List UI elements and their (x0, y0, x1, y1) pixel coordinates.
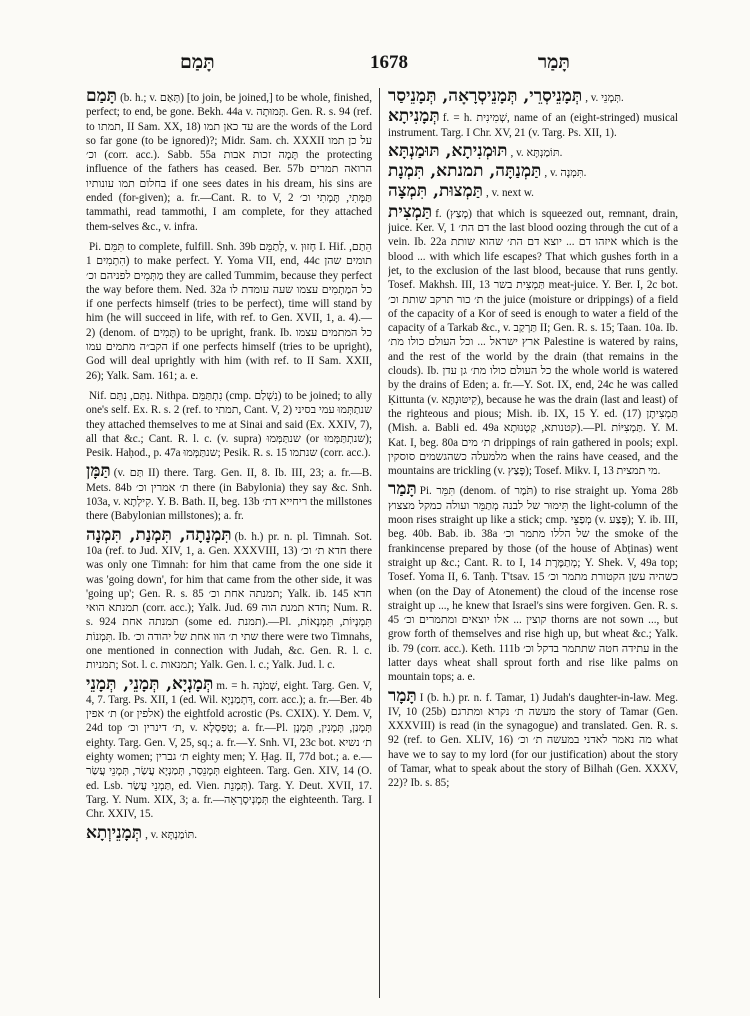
entry-text: , v. תְּמָנֵי. (585, 92, 624, 104)
entry-headword: תְּמָנֵיוְתָא (86, 822, 143, 843)
entry-headword: תָּמַם (86, 88, 118, 106)
dictionary-entry (388, 201, 678, 479)
dictionary-entry (86, 386, 372, 460)
entry-headword: תַּמְצִית (388, 201, 433, 222)
entry-text: (v. תַּם II) there. Targ. Gen. II, 8. Ib. III, 23; a. fr.—B. Mets. 84b ת׳ אמרין וכ׳ there (in Babylonia) they say &c. Snh. 103a, v. קִילְתָא. Y. B. Bath. II, beg. 13b ריחייא דת׳ the millstones there (Babylonian millstones); a. fr. (86, 467, 372, 523)
entry-headword: תַּמָּן (86, 461, 111, 482)
dictionary-entry (86, 237, 372, 383)
page-header (70, 52, 690, 78)
dictionary-entry (388, 88, 678, 105)
dictionary-entry (86, 524, 372, 673)
entry-headword: תְּמָנְיָא, תְּמָנֵי, תְּמָנֵי (86, 673, 214, 694)
entry-text: (b. h.) pr. n. pl. Timnah. Sot. 10a (ref. to Jud. XIV, 1, a. Gen. XXXVIII, 13) חדא ת׳ וכ׳ there was only one Timnah: for him that came from the one side it was 'going down', for him that came from the other side, it was 'going up'; Gen. R. s. 85 תמנתה אחת וכ׳; Yalk. ib. 145 חדא תמנתא הואי (corr. acc.); Yalk. Jud. 69 חדא תמנת הוה; Num. R. s. 924 תמנתה אחת (some ed. תמנת).—Pl. תִּמְנָיוֹת, תִּמְנָאוֹת, תִּמְנוֹת. Ib. שתי ת׳ הוו אחת של יהודה וכ׳ there were two Timnahs, one mentioned in connection with Judah, &c. Gen. R. l. c. תמניות; Sot. l. c. תמנאות; Yalk. Gen. l. c.; Yalk. Jud. l. c. (86, 530, 372, 672)
entry-text: I (b. h.) pr. n. f. Tamar, 1) Judah's daughter-in-law. Meg. IV, 10 (25b) מעשה ת׳ נקרא ומתרגם the story of Tamar (Gen. XXXVIII) is read (in the synagogue) and translated. Gen. R. s. 92 (ref. to Gen. XLIV, 16) מה נאמר לאדני במעשה ת׳ וכ׳ what have we to say to my lord (for our justification) about the story of Tamar, what to speak about the story of Bilhah (Gen. XXXV, 22)? Ib. s. 85; (388, 691, 678, 790)
running-head-left: תָּמַם (180, 52, 215, 73)
entry-text: Pi. תִּמֵּר (denom. of תֹּמֶר) to rise straight up. Yoma 28b תִּימוּר של לבנה מְתַמֵּר ועולה כמקל מצצוץ the light-column of the moon rises straight up like a stick; cmp. מְפַצֵּי (v. פָּצַע); Y. ib. III, beg. 40b. Bab. ib. 38a של הללו מתמר וכ׳ the smoke of the frankincense prepared by those (of the house of Abṭinas) went straight up &c.; Cant. R. to I, 14 מְתַמֶּרֶת; Y. Shek. V, 49a top; Tosef. Yoma II, 6. Tanḥ. T'tsav. 15 כשהיה עשן הקטורת מתמר וכ׳ when (on the Day of Atonement) the cloud of the incense rose straight up ..., he knew that Israel's sins were forgiven. Gen. R. s. 45 קוצין ... אלו יוצאים ומתמרים וכ׳ thorns are not sown ..., but grow forth of themselves and rise high up, but wheat &c.; Yalk. ib. 79 (corr. acc.). Keth. 111b עתידה חטה שתתמר בדקל וכ׳ in the latter days wheat shall sprout forth and rise like palms on mountain tops; a. e. (388, 485, 678, 684)
entry-text: Pi. תִּמֵּם to complete, fulfill. Snh. 39b לְתַמֵּם, v. חָזוּן I. Hif. הֵתַם, הִתְמִים 1) to make perfect. Y. Yoma VII, end, 44c תומים שהן מַתְּמִים לפניהם וכ׳ they are called Tummim, because they perfect the way before them. Ned. 32a כל המַתְמִים עצמו שעה עומדת לו if one perfects himself (tries to be perfect), time will stand by him (he will succeed in life, with ref. to Gen. XVII, 1, a. 4).— 2) (denom. of תָּמִים) to be upright, frank. Ib. כל המתמים עצמו הקב״ה מתמים עמו if one perfects himself (tries to be upright), God will deal uprightly with him (with ref. to II Sam. XXII, 26); Yalk. Sam. 161; a. e. (86, 240, 372, 382)
dictionary-entry (388, 481, 678, 684)
entry-text: , v. תִּמְנָה. (544, 167, 587, 180)
entry-headword: תָּמַר (388, 479, 417, 500)
column-divider (379, 88, 380, 998)
dictionary-entry (388, 685, 678, 791)
entry-headword: תָּמָר (388, 685, 417, 706)
dictionary-entry (388, 140, 678, 161)
dictionary-entry (86, 88, 372, 234)
entry-text: , v. next w. (486, 187, 534, 200)
dictionary-entry (388, 108, 678, 140)
running-head-right: תָּמַר (537, 52, 570, 73)
entry-text: f. (מָצַץ) that which is squeezed out, remnant, drain, juice. Ker. V, 1 דם הת׳ the last blood oozing through the cut of a vein. Ib. 22a איזהו דם ... יוצא דם הת׳ שהוא שותת which is the blood ... with which life escapes? That which gushes forth in a jet, to the exclusion of the last blood, because that runs gently. Tosef. Makhsh. III, 13 תַּמְצִית בשר meat-juice. Y. Ber. I, 2c bot. ת׳ כור תרקב שותת וכ׳ the juice (moisture or drippings) of a field of the capacity of a Kor of seed is enough to water a field of the capacity of a Tarkab &c., v. תַּרְקַב II; Gen. R. s. 15; Taan. 10a. Ib. ארץ ישראל ... וכל העולם כולו מת׳ Palestine is watered by rains, and the rest of the world by the drain (that remains in the clouds). Ib. כל העולם כולו מת׳ גן עדן the whole world is watered by the drains of Eden; a. fr.—Y. Sot. IX, end, 24c he was called Ḳittunta (v. קִיטּוּנְתָּא), because he was the drain (last and least) of the righteous and pious; Mish. ib. IX, 15 Y. ed. (17) תַּמְצִיתָן (Mish. a. Babli ed. 49a קטנותא, קַטְנוּתָא).—Pl. תַּמְצִיּוֹת. Y. M. Kat. I, beg. 80a ת׳ מים drippings of rain gathered in pools; expl. מלמעלה כשהגשמים סוסקין when the rains have ceased, and the mountains are trickling (v. פָּצַץ); Tosef. Mikv. I, 13 מי תמצית. (388, 207, 678, 478)
dictionary-entry (388, 163, 678, 180)
right-column (388, 88, 678, 1003)
entry-text: , v. תּוֹמַנְתָּא. (510, 146, 563, 159)
entry-headword: תְּמָנִיתָא (388, 106, 440, 127)
entry-headword: תּוּמְנִיתָא, תּוּמַנְתָּא (388, 140, 508, 161)
entry-headword: תִּמְנָתָה, תִּמְנַת, תִּמְנָה (86, 524, 232, 545)
dictionary-entry (388, 183, 678, 200)
entry-headword: תַּמְצוּת, תִּמְצָה (388, 181, 484, 202)
entry-text: Nif. נִתַּם, נִתַּם. Nithpa. נִתְתַּמֵּם (cmp. נִשְׁלַם) to be joined; to ally one's self. Ex. R. s. 2 (ref. to תמתי, Cant. V, 2) שנתַתְּמוּ עמי בסיני they attached themselves to me at Sinai and said (Ex. XXIV, 7), all that &c.; Cant. R. l. c. (v. supra) שנתַּמְּמוּ (or שנתְתַּמְּמוּ); Pesik. Haḥod., p. 47a שנתַּמְּמוּ; Pesik. R. s. 15 שנתמו (corr. acc.). (86, 389, 372, 460)
dictionary-entry (86, 463, 372, 523)
left-column (86, 88, 372, 1003)
entry-text: , v. תּוֹמַנְתָּא. (145, 828, 197, 841)
page-number: 1678 (370, 52, 408, 73)
entry-text: (b. h.; v. תְּאַם) [to join, be joined,] to be whole, finished, perfect; to end, be gone. Bekh. 44a v. תְּמוּתָה. Gen. R. s. 94 (ref. to תמתו, II Sam. XX, 18) עד כאן תמו are the words of the Lord so far gone (to be ignored)?; Midr. Sam. ch. XXXII על כן תמו וכ׳ (corr. acc.). Sabb. 55a תָּמָה זכות אבות the protecting influence of the fathers has ceased. Ber. 57b הרואה תמרים בחלום תמו עונותיו if one sees dates in his dream, his sins are ended (for-given); a. fr.—Cant. R. to V, 2 תַּמָּתִי, תָּמָתִי וכ׳ tammathi, read tammothi, I am complete, for they attached them-selves &c., v. infra. (86, 92, 372, 233)
entry-headword: תְּמָנֵיסְרֵי, תְּמָנֵיסְרָאָה, תְּמָנֵיסַר (388, 88, 583, 106)
entry-text: m. = h. שְׁמֹנָה, eight. Targ. Gen. V, 4, 7. Targ. Ps. XII, 1 (ed. Wil. דִּתְמַנְיָא, corr. acc.); a. fr.—Ber. 4b ת׳ אפין (or אלפין) the eightfold acrostic (Ps. CXIX). Y. Dem. V, 24d top ת׳ דינרין וכ׳, v. טְפַסְלָא; a. fr.—Pl. תְּמָנַן, תְּמָנִין, תְּמָנָן eighty. Targ. Gen. V, 25, sq.; a. fr.—Y. Snh. VI, 23c bot. ת׳ נשיא eighty women; ת׳ גברין eighty men; Y. Ḥag. II, 77d bot.; a. e.—תְּמָנֵסַר, תְּמַנְיָא עֲשַׂר, תְּמָנֵי עֲשַׂר eighteen. Targ. Gen. XIV, 14 (O. ed. Lsb. תַּמְנֵי עֲשַׂר, ed. Vien. תְּמָנֵת). Targ. Y. Deut. XVII, 17. Targ. Y. Num. XIX, 3; a. fr.—תְּמָנְיסָרָאָה the eighteenth. Targ. I Chr. XXIV, 15. (86, 679, 372, 821)
entry-headword: תַּמְנַתָּה, תמנתא, תִּמְנָת (388, 161, 542, 182)
dictionary-entry (86, 822, 372, 843)
dictionary-entry (86, 673, 372, 822)
entry-text: f. = h. שְׁמִינִית, name of an (eight-stringed) musical instrument. Targ. I Chr. XV, 21 (v. Targ. Ps. XII, 1). (388, 112, 678, 139)
